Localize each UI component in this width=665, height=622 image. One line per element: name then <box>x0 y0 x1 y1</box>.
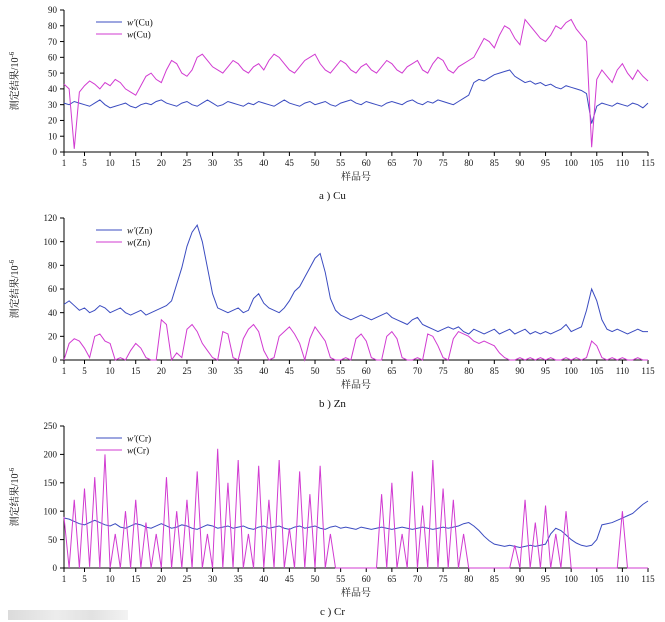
svg-text:5: 5 <box>82 158 87 168</box>
svg-text:75: 75 <box>438 366 448 376</box>
svg-text:50: 50 <box>310 366 320 376</box>
svg-text:115: 115 <box>641 574 655 584</box>
svg-text:95: 95 <box>541 158 551 168</box>
svg-text:90: 90 <box>48 5 57 16</box>
svg-text:样品号: 样品号 <box>341 172 371 183</box>
svg-text:80: 80 <box>464 574 474 584</box>
svg-text:70: 70 <box>412 574 422 584</box>
svg-text:40: 40 <box>259 158 269 168</box>
svg-text:30: 30 <box>208 158 218 168</box>
svg-text:50: 50 <box>310 158 320 168</box>
svg-text:110: 110 <box>615 158 629 168</box>
svg-text:115: 115 <box>641 366 655 376</box>
svg-text:40: 40 <box>259 366 269 376</box>
svg-text:75: 75 <box>438 158 448 168</box>
svg-text:100: 100 <box>43 506 57 517</box>
svg-text:55: 55 <box>336 158 346 168</box>
svg-text:45: 45 <box>284 366 294 376</box>
chart-svg-cr <box>0 416 665 606</box>
svg-text:70: 70 <box>48 36 57 47</box>
page-artifact <box>8 610 128 620</box>
svg-text:w(Cu): w(Cu) <box>127 30 151 41</box>
svg-text:25: 25 <box>182 574 192 584</box>
svg-text:70: 70 <box>412 158 422 168</box>
svg-text:5: 5 <box>82 366 87 376</box>
svg-text:65: 65 <box>387 158 397 168</box>
svg-text:85: 85 <box>489 158 499 168</box>
svg-text:w(Cr): w(Cr) <box>127 446 150 457</box>
chart-panel-cr <box>0 416 665 621</box>
svg-text:35: 35 <box>233 574 243 584</box>
svg-text:10: 10 <box>105 574 115 584</box>
svg-text:25: 25 <box>182 158 192 168</box>
svg-text:20: 20 <box>156 366 166 376</box>
chart-panel-cu <box>0 0 665 205</box>
chart-panel-zn <box>0 208 665 413</box>
svg-text:95: 95 <box>541 574 551 584</box>
svg-text:35: 35 <box>233 366 243 376</box>
svg-text:20: 20 <box>48 331 57 342</box>
svg-text:60: 60 <box>361 158 371 168</box>
svg-text:1: 1 <box>61 158 67 168</box>
svg-text:95: 95 <box>541 366 551 376</box>
svg-text:40: 40 <box>48 307 57 318</box>
panel-caption-zn: b ) Zn <box>319 398 346 410</box>
svg-text:45: 45 <box>284 574 294 584</box>
svg-text:30: 30 <box>208 366 218 376</box>
svg-text:115: 115 <box>641 158 655 168</box>
svg-text:55: 55 <box>336 574 346 584</box>
svg-text:105: 105 <box>590 574 604 584</box>
svg-text:15: 15 <box>131 158 141 168</box>
svg-text:35: 35 <box>233 158 243 168</box>
svg-text:45: 45 <box>284 158 294 168</box>
chart-plot-cu <box>0 0 665 190</box>
svg-text:测定结果/10-6: 测定结果$/10^{-6}$ <box>8 51 21 111</box>
svg-text:10: 10 <box>105 366 115 376</box>
svg-text:105: 105 <box>590 158 604 168</box>
svg-text:65: 65 <box>387 366 397 376</box>
svg-text:150: 150 <box>43 478 57 488</box>
svg-text:80: 80 <box>48 260 57 271</box>
svg-text:105: 105 <box>590 366 604 376</box>
svg-text:80: 80 <box>464 158 474 168</box>
svg-text:0: 0 <box>52 563 57 574</box>
svg-text:55: 55 <box>336 366 346 376</box>
svg-text:50: 50 <box>48 68 57 79</box>
svg-text:110: 110 <box>615 574 629 584</box>
svg-text:90: 90 <box>515 574 525 584</box>
svg-text:60: 60 <box>361 366 371 376</box>
svg-text:1: 1 <box>61 366 67 376</box>
svg-text:80: 80 <box>464 366 474 376</box>
svg-text:20: 20 <box>156 158 166 168</box>
svg-text:w'(Zn): w'(Zn) <box>127 226 153 237</box>
svg-text:w'(Cu): w'(Cu) <box>127 18 153 29</box>
svg-text:0: 0 <box>52 147 57 158</box>
chart-plot-zn <box>0 208 665 398</box>
svg-text:1: 1 <box>61 574 67 584</box>
svg-text:60: 60 <box>48 52 57 63</box>
svg-text:100: 100 <box>43 236 57 247</box>
svg-text:样品号: 样品号 <box>341 588 371 599</box>
panel-caption-cu: a ) Cu <box>319 190 346 202</box>
svg-text:w'(Cr): w'(Cr) <box>127 434 152 445</box>
svg-text:15: 15 <box>131 366 141 376</box>
svg-text:40: 40 <box>48 84 57 95</box>
svg-text:测定结果/10-6: 测定结果$/10^{-6}$ <box>8 467 21 527</box>
svg-text:30: 30 <box>208 574 218 584</box>
chart-svg-zn <box>0 208 665 398</box>
svg-text:20: 20 <box>156 574 166 584</box>
svg-text:90: 90 <box>515 366 525 376</box>
svg-text:100: 100 <box>564 158 578 168</box>
svg-text:25: 25 <box>182 366 192 376</box>
svg-text:50: 50 <box>310 574 320 584</box>
svg-text:250: 250 <box>43 421 57 432</box>
svg-text:110: 110 <box>615 366 629 376</box>
svg-text:65: 65 <box>387 574 397 584</box>
svg-text:60: 60 <box>361 574 371 584</box>
svg-text:样品号: 样品号 <box>341 380 371 391</box>
svg-text:w(Zn): w(Zn) <box>127 238 151 249</box>
svg-text:75: 75 <box>438 574 448 584</box>
panel-caption-cr: c ) Cr <box>319 606 346 618</box>
chart-plot-cr <box>0 416 665 606</box>
svg-text:测定结果/10-6: 测定结果$/10^{-6}$ <box>8 259 21 319</box>
svg-text:5: 5 <box>82 574 87 584</box>
svg-text:15: 15 <box>131 574 141 584</box>
svg-text:10: 10 <box>105 158 115 168</box>
svg-text:50: 50 <box>48 534 57 545</box>
svg-text:85: 85 <box>489 366 499 376</box>
chart-svg-cu <box>0 0 665 190</box>
svg-text:0: 0 <box>52 355 57 366</box>
svg-text:100: 100 <box>564 366 578 376</box>
svg-text:90: 90 <box>515 158 525 168</box>
svg-text:85: 85 <box>489 574 499 584</box>
svg-text:200: 200 <box>43 449 57 460</box>
svg-text:60: 60 <box>48 284 57 295</box>
svg-text:120: 120 <box>43 213 57 224</box>
svg-text:40: 40 <box>259 574 269 584</box>
svg-text:10: 10 <box>48 131 57 142</box>
svg-text:100: 100 <box>564 574 578 584</box>
svg-text:30: 30 <box>48 99 57 110</box>
svg-text:80: 80 <box>48 20 57 31</box>
svg-text:20: 20 <box>48 115 57 126</box>
svg-text:70: 70 <box>412 366 422 376</box>
